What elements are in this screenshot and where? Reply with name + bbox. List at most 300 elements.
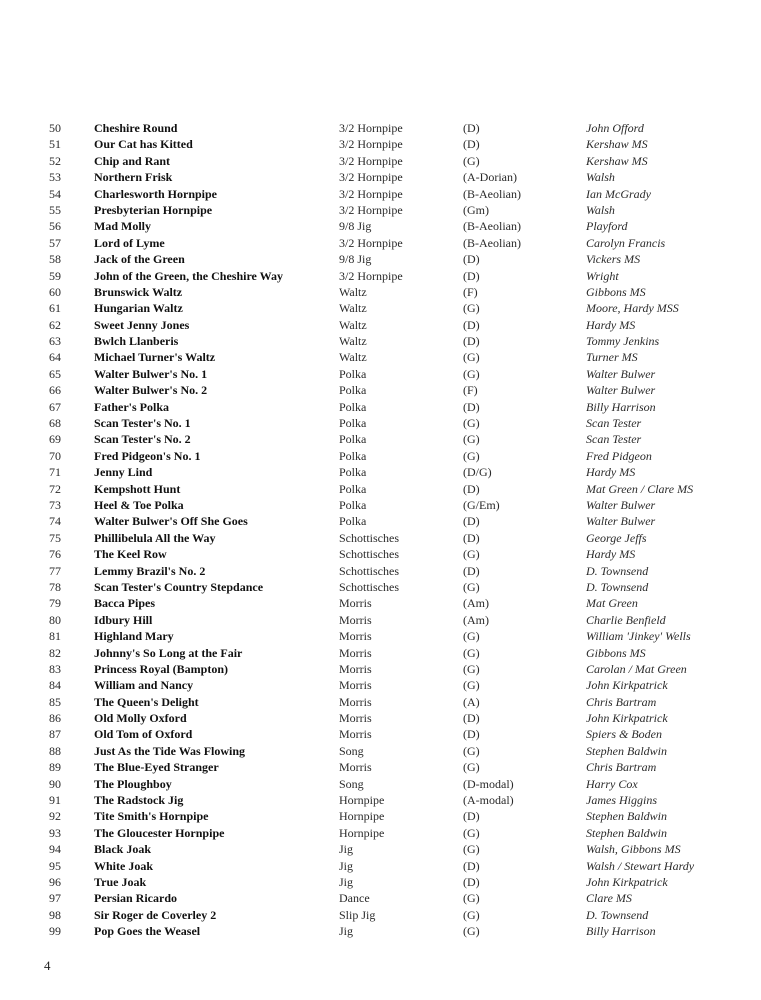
tune-key: (D): [463, 121, 480, 135]
list-item: [0, 333, 761, 349]
tune-type: 9/8 Jig: [339, 252, 372, 267]
tune-type: Waltz: [339, 350, 367, 365]
tune-number: 91: [49, 793, 61, 808]
list-item: [0, 628, 761, 644]
tune-source: William 'Jinkey' Wells: [586, 629, 691, 644]
tune-number: 65: [49, 366, 61, 381]
tune-title: Lord of Lyme: [94, 235, 165, 250]
list-item: [0, 563, 761, 579]
tune-title: Idbury Hill: [94, 612, 153, 627]
tune-source: Fred Pidgeon: [586, 448, 652, 463]
tune-title: Bwlch Llanberis: [94, 334, 179, 349]
tune-title: Michael Turner's Waltz: [94, 350, 216, 365]
tune-number: 51: [49, 137, 61, 152]
list-item: [0, 907, 761, 923]
tune-key: (D): [463, 514, 480, 529]
tune-key: (D): [463, 399, 480, 414]
tune-type: Polka: [339, 448, 367, 463]
list-item: [0, 366, 761, 382]
tune-type: 3/2 Hornpipe: [339, 121, 403, 135]
tune-type: Slip Jig: [339, 907, 376, 922]
tune-number: 61: [49, 301, 61, 316]
list-item: [0, 808, 761, 824]
list-item: [0, 349, 761, 365]
tune-key: (G): [463, 432, 480, 447]
list-item: [0, 645, 761, 661]
tune-key: (G): [463, 301, 480, 316]
tune-key: (D): [463, 530, 480, 545]
tune-type: Morris: [339, 612, 372, 627]
tune-type: Hornpipe: [339, 809, 385, 824]
tune-number: 56: [49, 219, 61, 234]
tune-number: 80: [49, 612, 61, 627]
tune-type: Morris: [339, 727, 372, 742]
list-item: [0, 284, 761, 300]
tune-source: Hardy MS: [586, 317, 636, 332]
tune-title: Chip and Rant: [94, 153, 171, 168]
tune-key: (G): [463, 825, 480, 840]
tune-type: Morris: [339, 711, 372, 726]
list-item: [0, 218, 761, 234]
tune-title: True Joak: [94, 874, 147, 889]
tune-number: 67: [49, 399, 61, 414]
tune-key: (Gm): [463, 202, 489, 217]
tune-source: Mat Green: [586, 596, 638, 611]
tune-type: Schottisches: [339, 579, 399, 594]
list-item: [0, 743, 761, 759]
tune-title: William and Nancy: [94, 678, 194, 693]
list-item: [0, 153, 761, 169]
tune-number: 53: [49, 170, 61, 185]
tune-title: The Blue-Eyed Stranger: [94, 760, 219, 775]
tune-key: (G): [463, 924, 480, 939]
tune-number: 75: [49, 530, 61, 545]
list-item: [0, 169, 761, 185]
tune-source: Mat Green / Clare MS: [586, 481, 694, 496]
list-item: [0, 235, 761, 251]
tune-key: (G): [463, 448, 480, 463]
tune-key: (G): [463, 760, 480, 775]
tune-number: 68: [49, 416, 61, 431]
page-number: 4: [44, 958, 51, 973]
tune-key: (D): [463, 252, 480, 267]
list-item: [0, 268, 761, 284]
tune-number: 78: [49, 579, 61, 594]
list-item: [0, 874, 761, 890]
tune-source: John Kirkpatrick: [586, 711, 668, 726]
tune-key: (G): [463, 350, 480, 365]
tune-type: 3/2 Hornpipe: [339, 153, 403, 168]
tune-type: 3/2 Hornpipe: [339, 170, 403, 185]
tune-number: 94: [49, 842, 61, 857]
tune-title: Heel & Toe Polka: [94, 497, 184, 512]
tune-title: The Keel Row: [94, 547, 167, 562]
list-item: [0, 202, 761, 218]
list-item: [0, 120, 761, 136]
tune-key: (G): [463, 842, 480, 857]
tune-key: (G): [463, 416, 480, 431]
tune-source: Gibbons MS: [586, 284, 646, 299]
tune-number: 50: [49, 121, 61, 135]
tune-source: D. Townsend: [586, 563, 649, 578]
tune-type: Morris: [339, 694, 372, 709]
tune-source: Playford: [586, 219, 628, 234]
tune-type: 3/2 Hornpipe: [339, 268, 403, 283]
list-item: [0, 858, 761, 874]
tune-number: 76: [49, 547, 61, 562]
tune-type: Waltz: [339, 334, 367, 349]
tune-title: Fred Pidgeon's No. 1: [94, 448, 201, 463]
tune-number: 63: [49, 334, 61, 349]
tune-title: Scan Tester's Country Stepdance: [94, 579, 264, 594]
tune-type: 3/2 Hornpipe: [339, 202, 403, 217]
list-item: [0, 464, 761, 480]
tune-type: Polka: [339, 497, 367, 512]
tune-number: 71: [49, 465, 61, 480]
tune-key: (F): [463, 284, 478, 299]
tune-type: Schottisches: [339, 530, 399, 545]
list-item: [0, 612, 761, 628]
tune-title: Walter Bulwer's No. 1: [94, 366, 208, 381]
tune-key: (D): [463, 268, 480, 283]
tune-number: 79: [49, 596, 61, 611]
tune-key: (D): [463, 858, 480, 873]
tune-number: 52: [49, 153, 61, 168]
tune-source: Clare MS: [586, 891, 632, 906]
tune-title: Lemmy Brazil's No. 2: [94, 563, 206, 578]
tune-key: (A-modal): [463, 793, 514, 808]
tune-source: Spiers & Boden: [586, 727, 662, 742]
list-item: [0, 382, 761, 398]
list-item: [0, 513, 761, 529]
list-item: [0, 759, 761, 775]
tune-source: Wright: [586, 268, 619, 283]
tune-key: (G): [463, 907, 480, 922]
tune-title: The Gloucester Hornpipe: [94, 825, 225, 840]
tune-number: 95: [49, 858, 61, 873]
tune-number: 90: [49, 776, 61, 791]
tune-number: 59: [49, 268, 61, 283]
tune-source: John Offord: [586, 121, 644, 135]
tune-key: (D): [463, 481, 480, 496]
list-item: [0, 677, 761, 693]
tune-key: (G): [463, 661, 480, 676]
list-item: [0, 317, 761, 333]
list-item: [0, 431, 761, 447]
tune-source: Walsh / Stewart Hardy: [586, 858, 695, 873]
tune-source: D. Townsend: [586, 579, 649, 594]
tune-source: Kershaw MS: [586, 153, 648, 168]
tune-title: Scan Tester's No. 1: [94, 416, 191, 431]
tune-type: Waltz: [339, 301, 367, 316]
tune-type: Polka: [339, 514, 367, 529]
tune-title: Old Molly Oxford: [94, 711, 187, 726]
list-item: [0, 841, 761, 857]
tune-source: Turner MS: [586, 350, 638, 365]
tune-source: Scan Tester: [586, 432, 642, 447]
tune-title: Jenny Lind: [94, 465, 153, 480]
tune-number: 84: [49, 678, 61, 693]
tune-type: Morris: [339, 661, 372, 676]
tune-key: (D): [463, 727, 480, 742]
tune-type: 3/2 Hornpipe: [339, 235, 403, 250]
tune-key: (A-Dorian): [463, 170, 517, 185]
tune-list: [0, 120, 761, 940]
tune-title: The Queen's Delight: [94, 694, 199, 709]
tune-source: Tommy Jenkins: [586, 334, 660, 349]
tune-title: Tite Smith's Hornpipe: [94, 809, 209, 824]
list-item: [0, 530, 761, 546]
tune-source: George Jeffs: [586, 530, 647, 545]
tune-title: Kempshott Hunt: [94, 481, 181, 496]
tune-number: 57: [49, 235, 61, 250]
tune-source: Walter Bulwer: [586, 497, 656, 512]
tune-title: Johnny's So Long at the Fair: [94, 645, 243, 660]
tune-source: Walter Bulwer: [586, 383, 656, 398]
tune-title: Cheshire Round: [94, 121, 178, 135]
tune-number: 72: [49, 481, 61, 496]
tune-number: 74: [49, 514, 61, 529]
tune-type: Waltz: [339, 284, 367, 299]
tune-title: White Joak: [94, 858, 154, 873]
tune-key: (D-modal): [463, 776, 514, 791]
tune-type: Hornpipe: [339, 793, 385, 808]
tune-number: 85: [49, 694, 61, 709]
tune-title: The Ploughboy: [94, 776, 172, 791]
tune-title: Presbyterian Hornpipe: [94, 202, 213, 217]
tune-title: Mad Molly: [94, 219, 151, 234]
tune-key: (G): [463, 645, 480, 660]
tune-source: Billy Harrison: [586, 924, 656, 939]
tune-source: Chris Bartram: [586, 694, 657, 709]
tune-number: 69: [49, 432, 61, 447]
tune-title: Brunswick Waltz: [94, 284, 183, 299]
tune-title: Highland Mary: [94, 629, 174, 644]
tune-number: 87: [49, 727, 61, 742]
tune-type: Polka: [339, 383, 367, 398]
tune-key: (D): [463, 874, 480, 889]
list-item: [0, 497, 761, 513]
list-item: [0, 825, 761, 841]
list-item: [0, 136, 761, 152]
tune-source: Walsh: [586, 170, 615, 185]
tune-key: (D): [463, 809, 480, 824]
tune-type: Schottisches: [339, 547, 399, 562]
tune-type: Polka: [339, 481, 367, 496]
tune-type: 3/2 Hornpipe: [339, 186, 403, 201]
list-item: [0, 399, 761, 415]
tune-type: 3/2 Hornpipe: [339, 137, 403, 152]
tune-title: Walter Bulwer's Off She Goes: [94, 514, 248, 529]
tune-key: (B-Aeolian): [463, 186, 521, 201]
tune-number: 81: [49, 629, 61, 644]
tune-key: (D): [463, 563, 480, 578]
tune-source: Chris Bartram: [586, 760, 657, 775]
tune-title: John of the Green, the Cheshire Way: [94, 268, 284, 283]
tune-source: Charlie Benfield: [586, 612, 666, 627]
tune-title: Persian Ricardo: [94, 891, 177, 906]
tune-title: Charlesworth Hornpipe: [94, 186, 217, 201]
list-item: [0, 251, 761, 267]
tune-type: Song: [339, 743, 364, 758]
tune-title: Hungarian Waltz: [94, 301, 183, 316]
tune-source: Billy Harrison: [586, 399, 656, 414]
tune-title: Pop Goes the Weasel: [94, 924, 201, 939]
tune-key: (G): [463, 366, 480, 381]
tune-number: 92: [49, 809, 61, 824]
tune-title: Walter Bulwer's No. 2: [94, 383, 208, 398]
tune-type: Hornpipe: [339, 825, 385, 840]
tune-number: 77: [49, 563, 61, 578]
tune-source: John Kirkpatrick: [586, 678, 668, 693]
tune-key: (G): [463, 579, 480, 594]
tune-source: John Kirkpatrick: [586, 874, 668, 889]
tune-key: (G): [463, 678, 480, 693]
tune-type: Morris: [339, 645, 372, 660]
tune-source: Walter Bulwer: [586, 514, 656, 529]
tune-source: Stephen Baldwin: [586, 809, 667, 824]
list-item: [0, 186, 761, 202]
tune-key: (A): [463, 694, 480, 709]
tune-title: Sweet Jenny Jones: [94, 317, 190, 332]
tune-key: (G/Em): [463, 497, 500, 512]
tune-source: Hardy MS: [586, 465, 636, 480]
tune-number: 60: [49, 284, 61, 299]
list-item: [0, 661, 761, 677]
tune-source: Carolan / Mat Green: [586, 661, 687, 676]
tune-key: (Am): [463, 596, 489, 611]
tune-source: Vickers MS: [586, 252, 641, 267]
tune-type: Waltz: [339, 317, 367, 332]
tune-source: Stephen Baldwin: [586, 825, 667, 840]
tune-type: Morris: [339, 629, 372, 644]
tune-title: Father's Polka: [94, 399, 169, 414]
list-item: [0, 710, 761, 726]
tune-number: 98: [49, 907, 61, 922]
tune-number: 58: [49, 252, 61, 267]
tune-title: Jack of the Green: [94, 252, 185, 267]
tune-title: Black Joak: [94, 842, 152, 857]
list-item: [0, 595, 761, 611]
tune-number: 86: [49, 711, 61, 726]
tune-number: 83: [49, 661, 61, 676]
tune-key: (G): [463, 743, 480, 758]
list-item: [0, 481, 761, 497]
tune-key: (D): [463, 317, 480, 332]
tune-title: The Radstock Jig: [94, 793, 184, 808]
tune-type: Morris: [339, 678, 372, 693]
tune-number: 99: [49, 924, 61, 939]
tune-key: (D): [463, 334, 480, 349]
tune-number: 97: [49, 891, 61, 906]
tune-type: Polka: [339, 432, 367, 447]
tune-key: (B-Aeolian): [463, 219, 521, 234]
tune-key: (G): [463, 547, 480, 562]
tune-source: Moore, Hardy MSS: [586, 301, 679, 316]
tune-title: Just As the Tide Was Flowing: [94, 743, 246, 758]
list-item: [0, 776, 761, 792]
tune-type: Polka: [339, 366, 367, 381]
tune-source: Walter Bulwer: [586, 366, 656, 381]
tune-number: 54: [49, 186, 61, 201]
tune-source: Carolyn Francis: [586, 235, 666, 250]
list-item: [0, 415, 761, 431]
tune-source: Harry Cox: [586, 776, 638, 791]
tune-title: Bacca Pipes: [94, 596, 155, 611]
tune-type: Jig: [339, 924, 354, 939]
tune-type: Morris: [339, 760, 372, 775]
tune-key: (G): [463, 891, 480, 906]
tune-type: Jig: [339, 874, 354, 889]
tune-key: (G): [463, 629, 480, 644]
tune-source: Kershaw MS: [586, 137, 648, 152]
list-item: [0, 300, 761, 316]
tune-title: Sir Roger de Coverley 2: [94, 907, 217, 922]
tune-source: Scan Tester: [586, 416, 642, 431]
list-item: [0, 792, 761, 808]
tune-number: 96: [49, 874, 61, 889]
tune-source: Gibbons MS: [586, 645, 646, 660]
list-item: [0, 546, 761, 562]
tune-number: 64: [49, 350, 61, 365]
list-item: [0, 726, 761, 742]
tune-source: Stephen Baldwin: [586, 743, 667, 758]
tune-number: 73: [49, 497, 61, 512]
list-item: [0, 694, 761, 710]
tune-title: Old Tom of Oxford: [94, 727, 193, 742]
tune-key: (B-Aeolian): [463, 235, 521, 250]
tune-key: (D): [463, 711, 480, 726]
tune-type: Polka: [339, 465, 367, 480]
tune-number: 55: [49, 202, 61, 217]
tune-title: Northern Frisk: [94, 170, 173, 185]
tune-key: (F): [463, 383, 478, 398]
tune-source: Hardy MS: [586, 547, 636, 562]
tune-type: Song: [339, 776, 364, 791]
tune-source: Ian McGrady: [586, 186, 651, 201]
list-item: [0, 890, 761, 906]
tune-type: Morris: [339, 596, 372, 611]
list-item: [0, 448, 761, 464]
tune-key: (Am): [463, 612, 489, 627]
tune-number: 62: [49, 317, 61, 332]
tune-number: 66: [49, 383, 61, 398]
tune-type: Schottisches: [339, 563, 399, 578]
tune-source: James Higgins: [586, 793, 657, 808]
tune-title: Phillibelula All the Way: [94, 530, 216, 545]
tune-type: Polka: [339, 416, 367, 431]
tune-type: Dance: [339, 891, 370, 906]
tune-number: 82: [49, 645, 61, 660]
tune-type: 9/8 Jig: [339, 219, 372, 234]
tune-source: Walsh, Gibbons MS: [586, 842, 681, 857]
tune-number: 88: [49, 743, 61, 758]
list-item: [0, 579, 761, 595]
list-item: [0, 923, 761, 939]
tune-type: Jig: [339, 858, 354, 873]
tune-title: Scan Tester's No. 2: [94, 432, 191, 447]
tune-type: Polka: [339, 399, 367, 414]
tune-number: 93: [49, 825, 61, 840]
tune-key: (D): [463, 137, 480, 152]
tune-title: Princess Royal (Bampton): [94, 661, 228, 676]
tune-key: (D/G): [463, 465, 492, 480]
tune-type: Jig: [339, 842, 354, 857]
tune-key: (G): [463, 153, 480, 168]
tune-number: 70: [49, 448, 61, 463]
tune-number: 89: [49, 760, 61, 775]
tune-title: Our Cat has Kitted: [94, 137, 193, 152]
